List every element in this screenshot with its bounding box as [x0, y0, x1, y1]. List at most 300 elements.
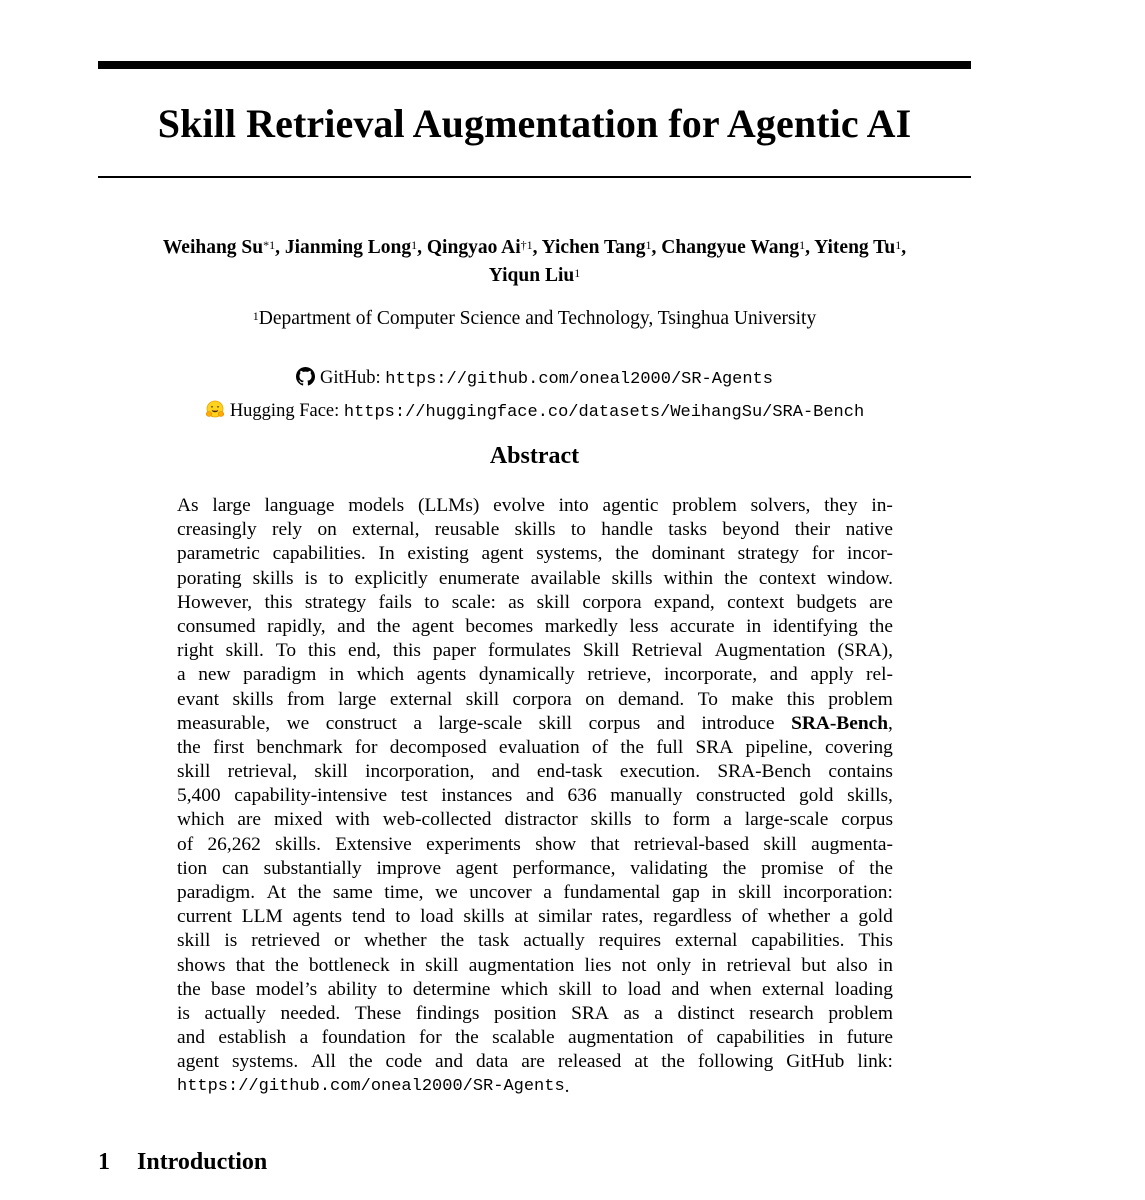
- title-top-rule: [98, 61, 971, 69]
- abstract-word: they: [824, 495, 858, 516]
- abstract-word: but: [801, 954, 827, 976]
- abstract-word: scalable: [492, 1027, 555, 1049]
- abstract-word: To: [697, 688, 718, 710]
- abstract-word: introduce: [701, 712, 775, 734]
- abstract-word: becomes: [465, 615, 534, 637]
- abstract-word: end,: [348, 640, 381, 662]
- abstract-word: foundation: [321, 1027, 406, 1049]
- abstract-word: capabilities.: [751, 930, 845, 952]
- author-separator: ,: [417, 237, 427, 258]
- abstract-word: make: [731, 688, 774, 710]
- abstract-word: to: [395, 906, 411, 928]
- abstract-word: rates,: [601, 906, 644, 928]
- author-affiliation-mark: *1: [263, 238, 276, 252]
- abstract-word: SRA-Bench,: [791, 712, 893, 734]
- abstract-word: rapidly,: [267, 615, 326, 637]
- abstract-word: to: [570, 519, 586, 541]
- abstract-word: skill.: [225, 640, 264, 662]
- abstract-word: tasks: [668, 519, 708, 541]
- abstract-word: show: [535, 833, 577, 855]
- abstract-word: SRA: [695, 736, 734, 758]
- abstract-word: for: [354, 736, 378, 758]
- abstract-word: are: [237, 809, 261, 831]
- abstract-final-punctuation: .: [564, 1075, 570, 1097]
- github-label: GitHub:: [320, 368, 381, 388]
- abstract-word: or: [334, 930, 351, 952]
- abstract-word: of: [177, 833, 194, 855]
- abstract-word: improve: [376, 857, 442, 879]
- abstract-word: test: [400, 785, 428, 807]
- abstract-word: data: [475, 1051, 509, 1073]
- abstract-word: GitHub: [786, 1051, 845, 1073]
- abstract-word: construct: [325, 712, 397, 734]
- abstract-word: strategy: [304, 591, 367, 613]
- abstract-word: and: [177, 1027, 205, 1049]
- abstract-word: are: [521, 1051, 545, 1073]
- abstract-word: 636: [567, 785, 597, 807]
- abstract-word: a: [177, 664, 186, 686]
- github-url-link[interactable]: https://github.com/oneal2000/SR-Agents: [385, 370, 773, 389]
- abstract-word: explicitly: [354, 567, 428, 589]
- github-icon: [296, 367, 315, 394]
- abstract-word: fundamental: [563, 882, 661, 903]
- abstract-word: we: [286, 712, 310, 734]
- abstract-word: window.: [826, 567, 893, 589]
- huggingface-label: Hugging Face:: [229, 401, 340, 421]
- abstract-word: SRA: [571, 1002, 609, 1024]
- abstract-word: apply: [810, 664, 854, 686]
- abstract-word: capabilities: [716, 1027, 805, 1049]
- abstract-word: when: [709, 978, 752, 1000]
- abstract-word: code: [385, 1051, 423, 1073]
- abstract-word: on: [585, 688, 605, 710]
- abstract-word: base: [211, 978, 246, 1000]
- abstract-word: of: [591, 736, 609, 758]
- abstract-word: retrieval,: [227, 761, 298, 783]
- abstract-word: the: [724, 567, 748, 589]
- abstract-word: to: [644, 809, 660, 831]
- abstract-word: research: [749, 1002, 814, 1024]
- abstract-word: in: [328, 664, 345, 686]
- abstract-word: a: [839, 906, 849, 928]
- abstract-word: the: [177, 736, 201, 758]
- abstract-word: as: [508, 591, 525, 613]
- abstract-line: [177, 1026, 893, 1050]
- abstract-word: skills: [463, 906, 505, 928]
- abstract-word: not: [621, 954, 647, 976]
- abstract-word: capabilities.: [272, 543, 366, 565]
- huggingface-link-line: [98, 398, 971, 427]
- abstract-word: As: [177, 495, 199, 516]
- abstract-line: [177, 929, 893, 953]
- abstract-word: shows: [177, 954, 226, 976]
- abstract-word: large-scale: [438, 712, 523, 734]
- abstract-word: retrieve,: [587, 664, 652, 686]
- abstract-word: current: [177, 906, 232, 928]
- abstract-word: substantially: [263, 857, 362, 879]
- abstract-word: These: [354, 1002, 402, 1024]
- abstract-word: the: [722, 857, 747, 879]
- abstract-word: as: [623, 1002, 640, 1024]
- abstract-word: markedly: [544, 615, 618, 637]
- abstract-word: the: [869, 857, 893, 879]
- abstract-word: a: [723, 809, 732, 831]
- abstract-word: expand,: [653, 591, 715, 613]
- abstract-word: and: [656, 712, 685, 734]
- abstract-word: dynamically: [478, 664, 575, 686]
- abstract-line: [177, 518, 893, 542]
- abstract-word: context: [758, 567, 816, 589]
- abstract-word: skills: [590, 809, 632, 831]
- abstract-word: LLM: [241, 906, 283, 928]
- abstract-word: In: [378, 543, 395, 565]
- abstract-word: language: [264, 495, 335, 516]
- abstract-word: beyond: [722, 519, 780, 541]
- abstract-word: this: [264, 591, 293, 613]
- abstract-word: that: [235, 954, 265, 976]
- abstract-word: instances: [441, 785, 513, 807]
- abstract-line: [177, 736, 893, 760]
- abstract-word: released: [557, 1051, 622, 1073]
- abstract-word: external: [389, 688, 453, 710]
- affiliation-text: Department of Computer Science and Technology, Tsinghua University: [258, 308, 817, 329]
- abstract-word: loading: [834, 978, 893, 1000]
- abstract-word: enumerate: [438, 567, 520, 589]
- abstract-word: of: [838, 857, 855, 879]
- abstract-word: bottleneck: [308, 954, 390, 976]
- abstract-word: native: [845, 519, 893, 541]
- abstract-word: to: [328, 567, 344, 589]
- abstract-word: at: [514, 906, 529, 928]
- author-affiliation-mark: 1: [895, 238, 902, 252]
- abstract-word: augmenta-: [811, 833, 893, 855]
- abstract-word: models: [348, 495, 405, 516]
- abstract-word: in: [877, 954, 893, 976]
- abstract-word: which: [356, 664, 405, 686]
- abstract-line: [177, 978, 893, 1002]
- abstract-word: actually: [204, 1002, 266, 1024]
- abstract-word: benchmark: [256, 736, 343, 758]
- abstract-line: [177, 881, 893, 905]
- abstract-word: context: [727, 591, 785, 613]
- abstract-word: agents: [292, 906, 343, 928]
- abstract-word: Skill: [582, 640, 620, 662]
- abstract-word: corpora: [512, 688, 572, 710]
- abstract-word: large: [212, 495, 251, 516]
- abstract-word: skills.: [275, 833, 321, 855]
- abstract-word: similar: [538, 906, 592, 928]
- abstract-word: in: [399, 954, 415, 976]
- abstract-word: the: [661, 1051, 685, 1073]
- abstract-word: scale:: [451, 591, 496, 613]
- abstract-word: solvers,: [750, 495, 811, 516]
- abstract-word: ability: [327, 978, 378, 1000]
- abstract-word: incorporation,: [365, 761, 475, 783]
- abstract-word: skill: [558, 978, 592, 1000]
- abstract-word: All: [311, 1051, 336, 1073]
- abstract-word: future: [846, 1027, 893, 1049]
- abstract-word: skills,: [847, 785, 893, 807]
- abstract-word: to: [424, 591, 440, 613]
- abstract-word: retrieval: [726, 954, 792, 976]
- abstract-word: gold: [798, 785, 834, 807]
- abstract-word: skills: [252, 567, 294, 589]
- abstract-word: right: [177, 640, 214, 662]
- abstract-word: tend: [351, 906, 386, 928]
- abstract-word: the: [440, 930, 465, 952]
- abstract-word: we: [435, 882, 458, 903]
- abstract-line: [177, 808, 893, 832]
- abstract-line: [177, 712, 893, 736]
- abstract-word: skill: [538, 712, 573, 734]
- abstract-word: link:: [857, 1051, 893, 1073]
- abstract-word: external: [761, 978, 825, 1000]
- abstract-word: same: [332, 882, 373, 903]
- abstract-word: agent: [411, 615, 454, 637]
- abstract-word: from: [286, 688, 325, 710]
- abstract-word: (LLMs): [417, 495, 480, 516]
- abstract-github-link[interactable]: https://github.com/oneal2000/SR-Agents: [177, 1076, 565, 1096]
- abstract-word: evaluation: [498, 736, 580, 758]
- abstract-body: [177, 494, 893, 1099]
- author-name: Changyue Wang: [661, 237, 800, 258]
- abstract-word: execution.: [619, 761, 701, 783]
- abstract-word: mixed: [273, 809, 323, 831]
- title-bottom-rule: [98, 176, 971, 178]
- author-separator: ,: [901, 237, 907, 258]
- abstract-word: this: [308, 640, 337, 662]
- abstract-word: load: [420, 906, 454, 928]
- abstract-word: capability-intensive: [234, 785, 388, 807]
- abstract-word: parametric: [177, 543, 260, 565]
- abstract-word: agent: [177, 1051, 219, 1073]
- abstract-word: and: [769, 664, 798, 686]
- abstract-word: the: [297, 882, 322, 903]
- abstract-word: lies: [584, 954, 612, 976]
- abstract-line: [177, 784, 893, 808]
- abstract-line: [177, 567, 893, 591]
- abstract-word: which: [177, 809, 225, 831]
- abstract-word: constructed: [696, 785, 786, 807]
- abstract-word: (SRA),: [837, 640, 893, 662]
- abstract-word: the: [620, 736, 645, 758]
- abstract-word: with: [335, 809, 370, 831]
- abstract-word: evant: [177, 688, 219, 710]
- author-separator: ,: [805, 237, 815, 258]
- abstract-word: in: [746, 615, 762, 637]
- abstract-word: To: [275, 640, 297, 662]
- abstract-word: Extensive: [335, 833, 412, 855]
- abstract-word: gold: [858, 906, 893, 928]
- abstract-word: position: [494, 1002, 557, 1024]
- abstract-word: findings: [415, 1002, 480, 1024]
- abstract-word: agents: [416, 664, 467, 686]
- huggingface-url-link[interactable]: https://huggingface.co/datasets/WeihangSu/SRA-Bench: [343, 403, 865, 422]
- abstract-line: [177, 857, 893, 881]
- section-number: 1: [98, 1149, 110, 1175]
- abstract-word: determine: [412, 978, 491, 1000]
- abstract-word: is: [177, 1002, 190, 1024]
- author-name: Yiteng Tu: [814, 237, 896, 258]
- abstract-word: are: [869, 591, 893, 613]
- abstract-word: 26,262: [207, 833, 261, 855]
- abstract-word: dominant: [651, 543, 725, 565]
- abstract-word: skills: [611, 567, 653, 589]
- abstract-word: retrieval-based: [633, 833, 750, 855]
- abstract-word: establish: [218, 1027, 287, 1049]
- abstract-word: new: [198, 664, 231, 686]
- author-separator: ,: [651, 237, 662, 258]
- abstract-word: agentic: [602, 495, 659, 516]
- abstract-word: skill: [738, 882, 772, 903]
- abstract-word: for: [811, 543, 835, 565]
- abstract-word: performance,: [512, 857, 616, 879]
- abstract-word: promise: [761, 857, 824, 879]
- abstract-word: requires: [598, 930, 662, 952]
- abstract-word: the: [274, 954, 299, 976]
- abstract-word: in-: [871, 495, 893, 516]
- abstract-word: the: [455, 1027, 479, 1049]
- abstract-word: only: [656, 954, 692, 976]
- abstract-word: at: [634, 1051, 649, 1073]
- abstract-word: manually: [610, 785, 683, 807]
- abstract-word: large: [337, 688, 377, 710]
- abstract-word: into: [558, 495, 589, 516]
- abstract-word: skill: [177, 761, 211, 783]
- abstract-line: [177, 760, 893, 784]
- affiliation-mark: 1: [252, 309, 259, 323]
- abstract-word: skills: [232, 688, 274, 710]
- abstract-word: systems.: [231, 1051, 299, 1073]
- abstract-word: problem: [828, 1002, 893, 1024]
- abstract-word: the: [376, 615, 401, 637]
- abstract-word: systems,: [536, 543, 603, 565]
- hugging-face-icon: [205, 400, 225, 427]
- author-name: Yiqun Liu: [488, 265, 575, 286]
- abstract-word: to: [387, 978, 403, 1000]
- abstract-word: and: [435, 1051, 464, 1073]
- abstract-word: of: [741, 906, 758, 928]
- abstract-word: SRA-Bench: [717, 761, 812, 783]
- abstract-word: external: [674, 930, 738, 952]
- abstract-word: of: [686, 1027, 704, 1049]
- abstract-word: a: [543, 882, 552, 903]
- abstract-word: external,: [352, 519, 420, 541]
- abstract-word: incorporation:: [783, 882, 893, 903]
- author-separator: ,: [275, 237, 285, 258]
- abstract-word: and: [525, 785, 554, 807]
- abstract-line: [177, 591, 893, 615]
- abstract-word: skill: [536, 591, 571, 613]
- abstract-word: distractor: [504, 809, 578, 831]
- abstract-word: demand.: [618, 688, 685, 710]
- abstract-word: task: [478, 930, 510, 952]
- abstract-word: following: [697, 1051, 774, 1073]
- abstract-word: agent: [455, 857, 498, 879]
- author-name: Jianming Long: [284, 237, 412, 258]
- author-name: Weihang Su: [162, 237, 264, 258]
- abstract-word: form: [672, 809, 711, 831]
- abstract-word: this: [392, 640, 421, 662]
- abstract-word: web-collected: [382, 809, 492, 831]
- abstract-word: within: [663, 567, 714, 589]
- abstract-word: full: [656, 736, 684, 758]
- paper-title: Skill Retrieval Augmentation for Agentic AI: [157, 101, 912, 146]
- abstract-word: model’s: [255, 978, 318, 1000]
- abstract-word: porating: [177, 567, 242, 589]
- abstract-word: rel-: [866, 664, 893, 686]
- abstract-word: retrieved: [251, 930, 321, 952]
- abstract-word: handle: [601, 519, 653, 541]
- abstract-word: is: [224, 930, 238, 952]
- abstract-word: first: [212, 736, 245, 758]
- author-affiliation-mark: †1: [520, 238, 533, 252]
- abstract-word: can: [221, 857, 249, 879]
- author-list: [98, 234, 971, 290]
- abstract-word: skill: [425, 954, 459, 976]
- abstract-word: this: [786, 688, 815, 710]
- abstract-word: end-task: [536, 761, 603, 783]
- abstract-line: [177, 833, 893, 857]
- author-name: Yichen Tang: [541, 237, 646, 258]
- abstract-word: pipeline,: [745, 736, 813, 758]
- abstract-word: evolve: [493, 495, 545, 516]
- abstract-word: actually: [523, 930, 585, 952]
- abstract-word: a: [413, 712, 422, 734]
- abstract-word: in: [711, 882, 727, 903]
- abstract-word: However,: [177, 591, 253, 613]
- abstract-word: incorporate,: [663, 664, 758, 686]
- abstract-line: [177, 905, 893, 929]
- abstract-word: budgets: [796, 591, 857, 613]
- abstract-word: the: [177, 978, 201, 1000]
- abstract-word: augmentation: [468, 954, 575, 976]
- abstract-line: [177, 1075, 893, 1099]
- abstract-word: corpus: [841, 809, 893, 831]
- abstract-word: 5,400: [177, 785, 221, 807]
- author-separator: ,: [532, 237, 542, 258]
- abstract-word: a: [299, 1027, 309, 1049]
- abstract-word: consumed: [177, 615, 256, 637]
- abstract-word: time,: [384, 882, 424, 903]
- abstract-word: a: [654, 1002, 663, 1024]
- abstract-word: also: [836, 954, 868, 976]
- abstract-word: corpus: [588, 712, 641, 734]
- abstract-word: Augmentation: [714, 640, 826, 662]
- abstract-word: reusable: [434, 519, 500, 541]
- abstract-word: for: [419, 1027, 442, 1049]
- abstract-word: needed.: [280, 1002, 341, 1024]
- abstract-word: regardless: [653, 906, 732, 928]
- abstract-word: and: [491, 761, 520, 783]
- abstract-word: rely: [271, 519, 303, 541]
- abstract-word: skill: [763, 833, 797, 855]
- author-affiliation-mark: 1: [799, 238, 806, 252]
- abstract-word: to: [602, 978, 618, 1000]
- abstract-word: experiments: [426, 833, 521, 855]
- section-title: Introduction: [137, 1149, 268, 1175]
- abstract-word: problem: [828, 688, 893, 710]
- abstract-word: that: [590, 833, 620, 855]
- abstract-word: corpora: [582, 591, 642, 613]
- abstract-word: gap: [671, 882, 700, 903]
- abstract-line: [177, 542, 893, 566]
- abstract-heading: Abstract: [489, 443, 580, 469]
- abstract-word: covering: [825, 736, 893, 758]
- author-affiliation-mark: 1: [411, 238, 418, 252]
- abstract-word: large-scale: [744, 809, 829, 831]
- author-name: Qingyao Ai: [426, 237, 521, 258]
